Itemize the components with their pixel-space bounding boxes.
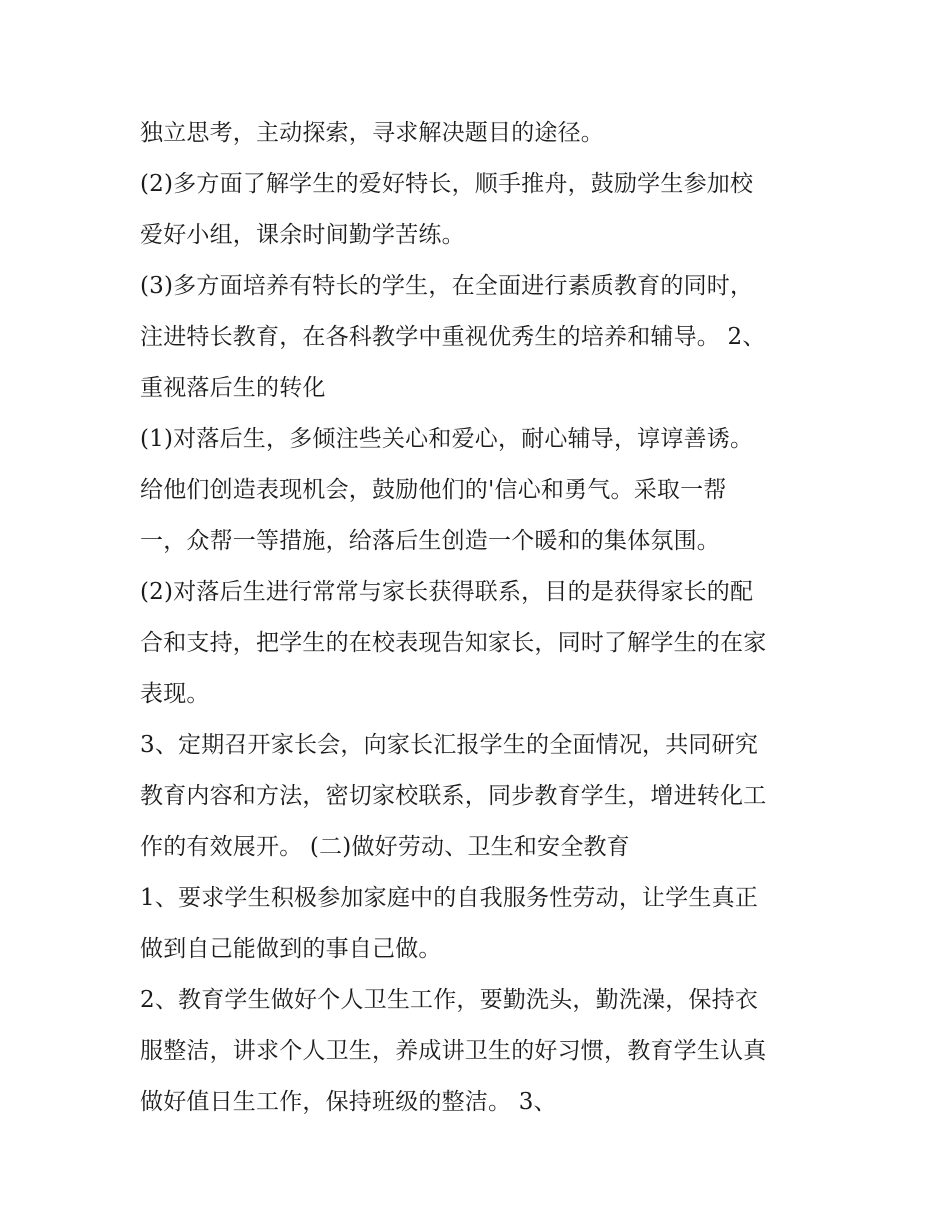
text-line: (2)多方面了解学生的爱好特长，顺手推舟，鼓励学生参加校 bbox=[140, 171, 754, 197]
body-text bbox=[140, 108, 840, 1128]
text-line: 3、定期召开家长会，向家长汇报学生的全面情况，共同研究 bbox=[140, 732, 759, 758]
text-line: 独立思考，主动探索，寻求解决题目的途径。 bbox=[140, 120, 604, 146]
text-line: (1)对落后生，多倾注些关心和爱心，耐心辅导，谆谆善诱。 bbox=[140, 426, 754, 452]
text-line: 一，众帮一等措施，给落后生创造一个暖和的集体氛围。 bbox=[140, 528, 720, 554]
text-line: 重视落后生的转化 bbox=[140, 375, 326, 401]
text-line: 合和支持，把学生的在校表现告知家长，同时了解学生的在家 bbox=[140, 630, 767, 656]
text-line: 做到自己能做到的事自己做。 bbox=[140, 936, 442, 962]
text-line: 给他们创造表现机会，鼓励他们的'信心和勇气。采取一帮 bbox=[140, 477, 727, 503]
text-line: 服整洁，讲求个人卫生，养成讲卫生的好习惯，教育学生认真 bbox=[140, 1038, 767, 1064]
text-line: 作的有效展开。 (二)做好劳动、卫生和安全教育 bbox=[140, 834, 630, 860]
text-line: 注进特长教育，在各科教学中重视优秀生的培养和辅导。 2、 bbox=[140, 324, 766, 350]
text-line: 表现。 bbox=[140, 681, 210, 707]
text-line: 2、教育学生做好个人卫生工作，要勤洗头，勤洗澡，保持衣 bbox=[140, 987, 759, 1013]
text-line: 做好值日生工作，保持班级的整洁。 3、 bbox=[140, 1089, 557, 1115]
text-line: 教育内容和方法，密切家校联系，同步教育学生，增进转化工 bbox=[140, 783, 767, 809]
text-line: 1、要求学生积极参加家庭中的自我服务性劳动，让学生真正 bbox=[140, 885, 759, 911]
text-line: (3)多方面培养有特长的学生，在全面进行素质教育的同时， bbox=[140, 273, 754, 299]
text-line: 爱好小组，课余时间勤学苦练。 bbox=[140, 222, 465, 248]
text-line: (2)对落后生进行常常与家长获得联系，目的是获得家长的配 bbox=[140, 579, 754, 605]
